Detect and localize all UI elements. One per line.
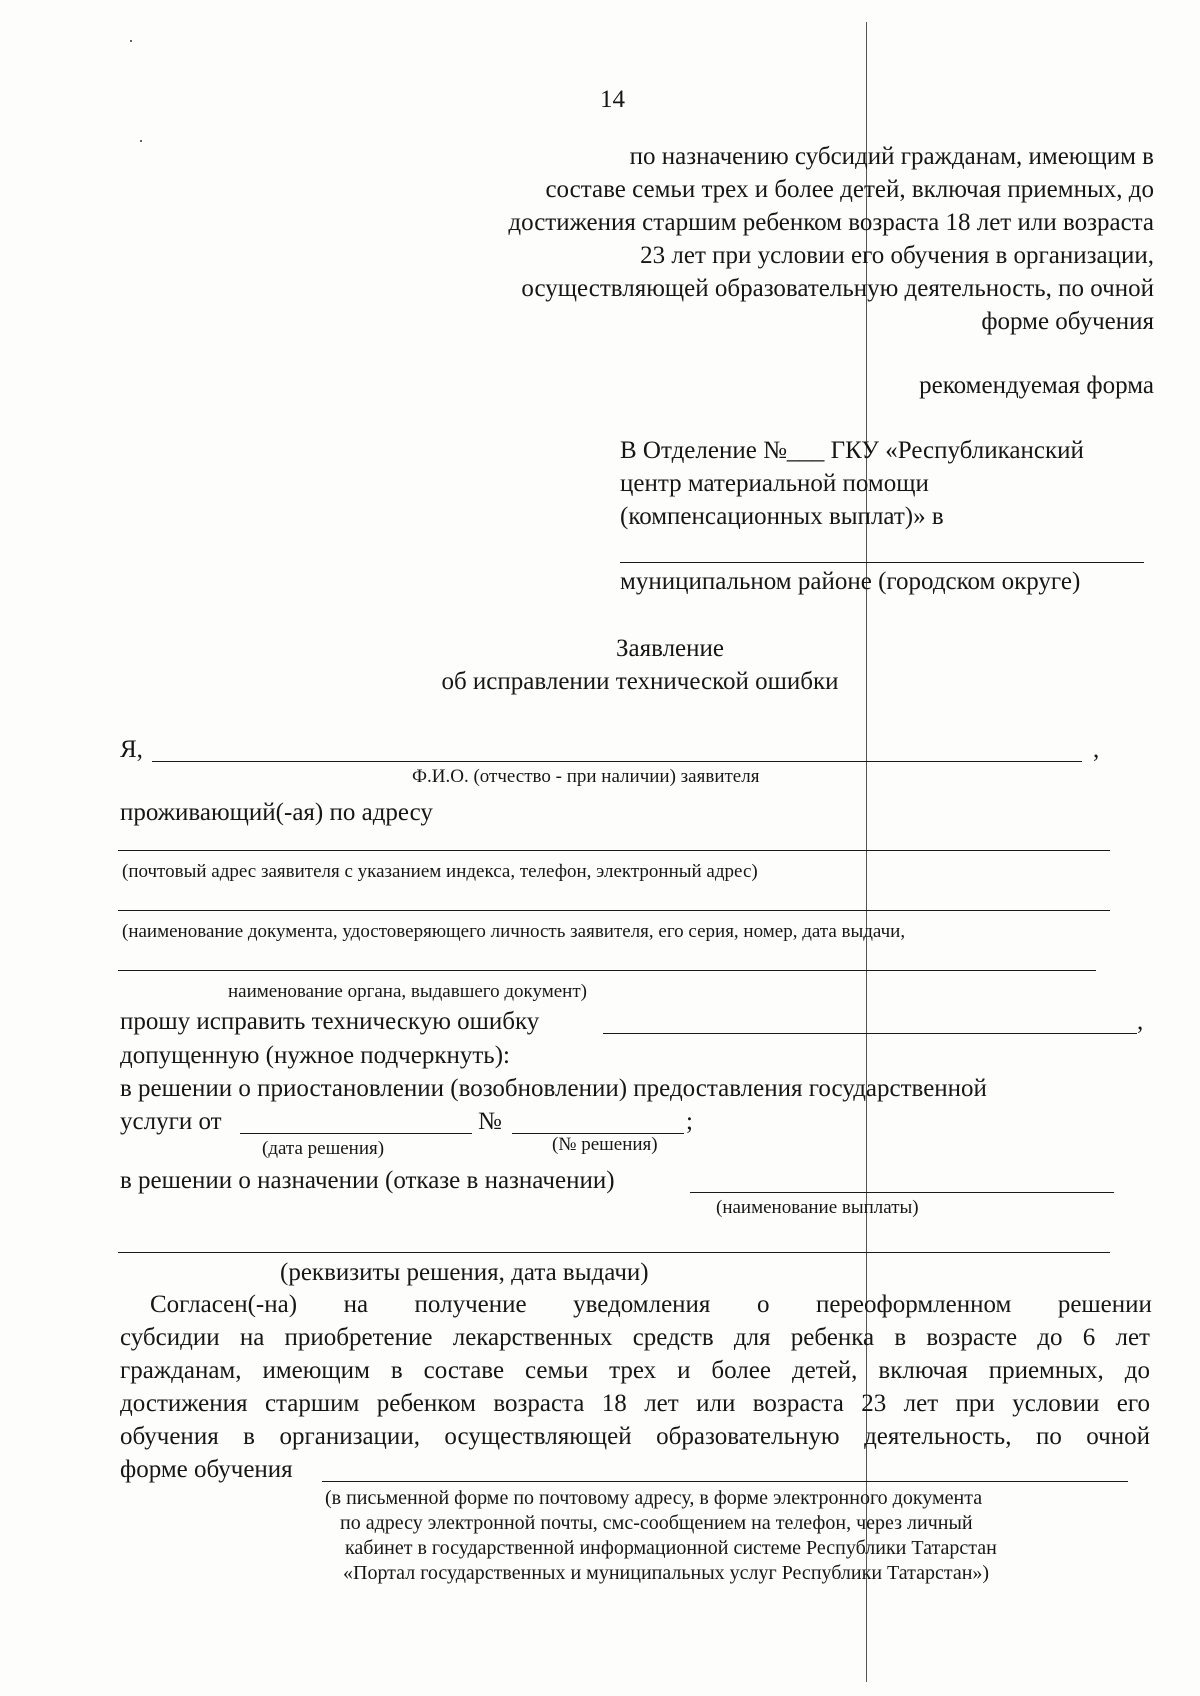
number-sign: № [478, 1108, 502, 1135]
document-subtitle: об исправлении технической ошибки [441, 668, 839, 695]
decision-requisites-field-line[interactable] [118, 1252, 1110, 1253]
semicolon: ; [686, 1108, 693, 1135]
header-line: по назначению субсидий гражданам, имеющим в [629, 143, 1154, 170]
address-field-line[interactable] [118, 850, 1110, 851]
decision-date-field-line[interactable] [240, 1133, 472, 1134]
consent-word: решении [1057, 1291, 1152, 1318]
consent-word: уведомления [573, 1291, 711, 1318]
residing-label: проживающий(-ая) по адресу [120, 799, 433, 826]
scan-speck [140, 140, 142, 142]
header-line: форме обучения [981, 308, 1154, 335]
header-line: 23 лет при условии его обучения в организации, [640, 242, 1154, 269]
issuer-caption: наименование органа, выдавшего документ) [228, 981, 587, 1002]
consent-line: гражданам, имеющим в составе семьи трех и более детей, включая приемных, до [120, 1357, 1150, 1384]
payment-name-field-line[interactable] [690, 1192, 1114, 1193]
notification-caption-line: (в письменной форме по почтовому адресу, в форме электронного документа [325, 1487, 983, 1509]
consent-word: на [343, 1291, 369, 1318]
addressee-line: муниципальном районе (городском округе) [620, 568, 1081, 595]
document-title: Заявление [615, 635, 725, 662]
page-number: 14 [600, 86, 625, 113]
consent-line: достижения старшим ребенком возраста 18 лет или возраста 23 лет при условии его [120, 1390, 1150, 1417]
issuer-field-line[interactable] [118, 970, 1096, 971]
address-caption: (почтовый адрес заявителя с указанием индекса, телефон, электронный адрес) [122, 861, 758, 882]
addressee-line: (компенсационных выплат)» в [620, 503, 944, 530]
services-from-label: услуги от [120, 1108, 222, 1135]
scan-speck [130, 40, 132, 42]
decision-suspension-option[interactable]: в решении о приостановлении (возобновлении) предоставления государственной [120, 1075, 987, 1102]
applicant-i-label: Я, [120, 736, 143, 763]
notification-method-field-line[interactable] [322, 1481, 1128, 1482]
fio-caption: Ф.И.О. (отчество - при наличии) заявителя [412, 766, 760, 787]
payment-name-caption: (наименование выплаты) [716, 1197, 919, 1218]
consent-word: переоформленном [815, 1291, 1012, 1318]
header-line: составе семьи трех и более детей, включая приемных, до [545, 176, 1154, 203]
decision-date-caption: (дата решения) [262, 1138, 385, 1159]
municipality-field-line[interactable] [620, 562, 1144, 563]
recommended-form-label: рекомендуемая форма [919, 372, 1154, 399]
consent-word: Согласен(-на) [150, 1291, 298, 1318]
identity-document-caption: (наименование документа, удостоверяющего личность заявителя, его серия, номер, дата выдачи, [122, 921, 906, 942]
notification-caption-line: по адресу электронной почты, смс-сообщением на телефон, через личный [340, 1512, 973, 1534]
request-comma: , [1137, 1008, 1144, 1035]
decision-number-caption: (№ решения) [552, 1134, 658, 1155]
consent-line: субсидии на приобретение лекарственных средств для ребенка в возрасте до 6 лет [120, 1324, 1150, 1351]
notification-caption-line: кабинет в государственной информационной системе Республики Татарстан [345, 1537, 997, 1559]
notification-caption-line: «Портал государственных и муниципальных услуг Республики Татарстан») [343, 1562, 990, 1584]
header-line: осуществляющей образовательную деятельность, по очной [521, 275, 1154, 302]
fio-comma: , [1093, 736, 1100, 763]
consent-line: обучения в организации, осуществляющей образовательную деятельность, по очной [120, 1423, 1150, 1450]
header-line: достижения старшим ребенком возраста 18 лет или возраста [508, 209, 1154, 236]
consent-last-line: форме обучения [120, 1456, 293, 1483]
consent-first-line [150, 1290, 1152, 1320]
decision-requisites-caption: (реквизиты решения, дата выдачи) [280, 1259, 649, 1286]
consent-word: о [756, 1291, 770, 1318]
consent-word: получение [414, 1291, 527, 1318]
addressee-line: В Отделение №___ ГКУ «Республиканский [620, 437, 1084, 464]
identity-document-field-line[interactable] [118, 910, 1110, 911]
underline-instruction: допущенную (нужное подчеркнуть): [120, 1042, 510, 1069]
request-label: прошу исправить техническую ошибку [120, 1008, 540, 1035]
error-description-field-line[interactable] [603, 1033, 1137, 1034]
addressee-line: центр материальной помощи [620, 470, 929, 497]
decision-assignment-option[interactable]: в решении о назначении (отказе в назначении) [120, 1167, 615, 1194]
fio-field-line[interactable] [152, 761, 1082, 762]
